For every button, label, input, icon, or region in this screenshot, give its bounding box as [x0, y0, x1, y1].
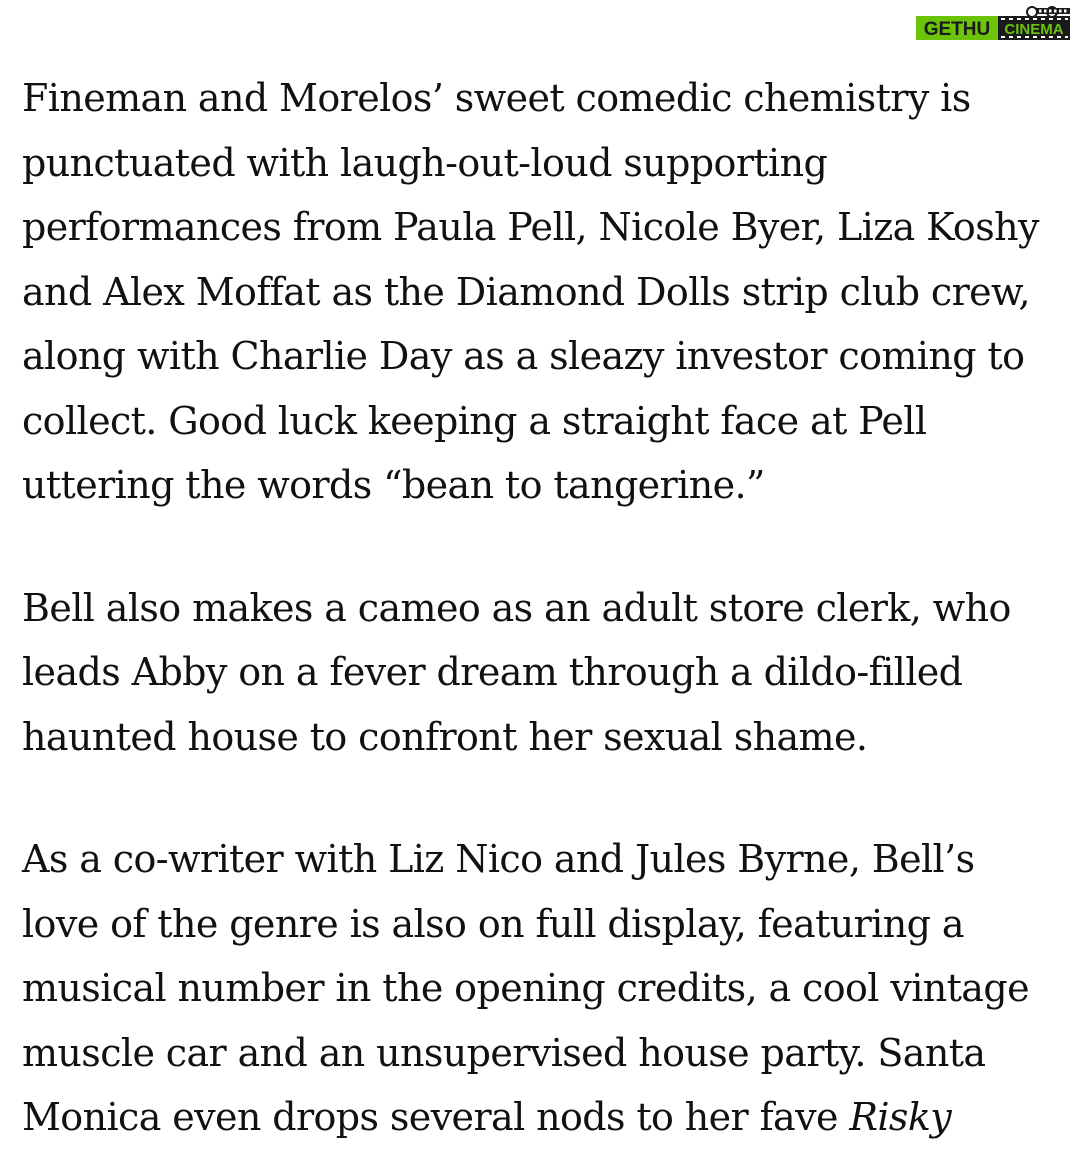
text-line: punctuated with laugh-out-loud supporting — [22, 140, 828, 185]
text-line: Fineman and Morelos’ sweet comedic chemistry is — [22, 76, 971, 120]
text-line: muscle car and an unsupervised house party. Santa — [22, 1030, 986, 1075]
text-fragment: Monica even drops several nods to her fave — [22, 1095, 850, 1139]
paragraph-1 — [22, 66, 1072, 518]
paragraph-3 — [22, 827, 1072, 1150]
text-line: Bell also makes a cameo as an adult store clerk, who — [22, 585, 1011, 630]
text-line: performances from Paula Pell, Nicole Byer, Liza Koshy — [22, 205, 1039, 249]
text-line: As a co-writer with Liz Nico and Jules Byrne, Bell’s — [22, 837, 975, 881]
text-line: collect. Good luck keeping a straight face at Pell — [22, 398, 927, 443]
film-camera-icon — [1027, 7, 1070, 17]
article-body — [22, 66, 1072, 1150]
text-line: musical number in the opening credits, a cool vintage — [22, 966, 1029, 1010]
paragraph-2 — [22, 576, 1072, 770]
text-line: and Alex Moffat as the Diamond Dolls strip club crew, — [22, 269, 1030, 314]
logo-brand-right: CINEMA — [1004, 21, 1064, 38]
text-line: leads Abby on a fever dream through a dildo-filled — [22, 650, 963, 694]
text-line: uttering the words “bean to tangerine.” — [22, 463, 765, 507]
text-line: haunted house to confront her sexual shame. — [22, 714, 868, 759]
text-line: love of the genre is also on full display, featuring a — [22, 901, 964, 946]
text-line-cut-off — [22, 1085, 1072, 1150]
text-line: along with Charlie Day as a sleazy investor coming to — [22, 334, 1025, 378]
italic-title-fragment: Risky — [849, 1095, 952, 1139]
gethu-cinema-logo — [914, 6, 1072, 42]
logo-brand-left: GETHU — [923, 19, 991, 40]
